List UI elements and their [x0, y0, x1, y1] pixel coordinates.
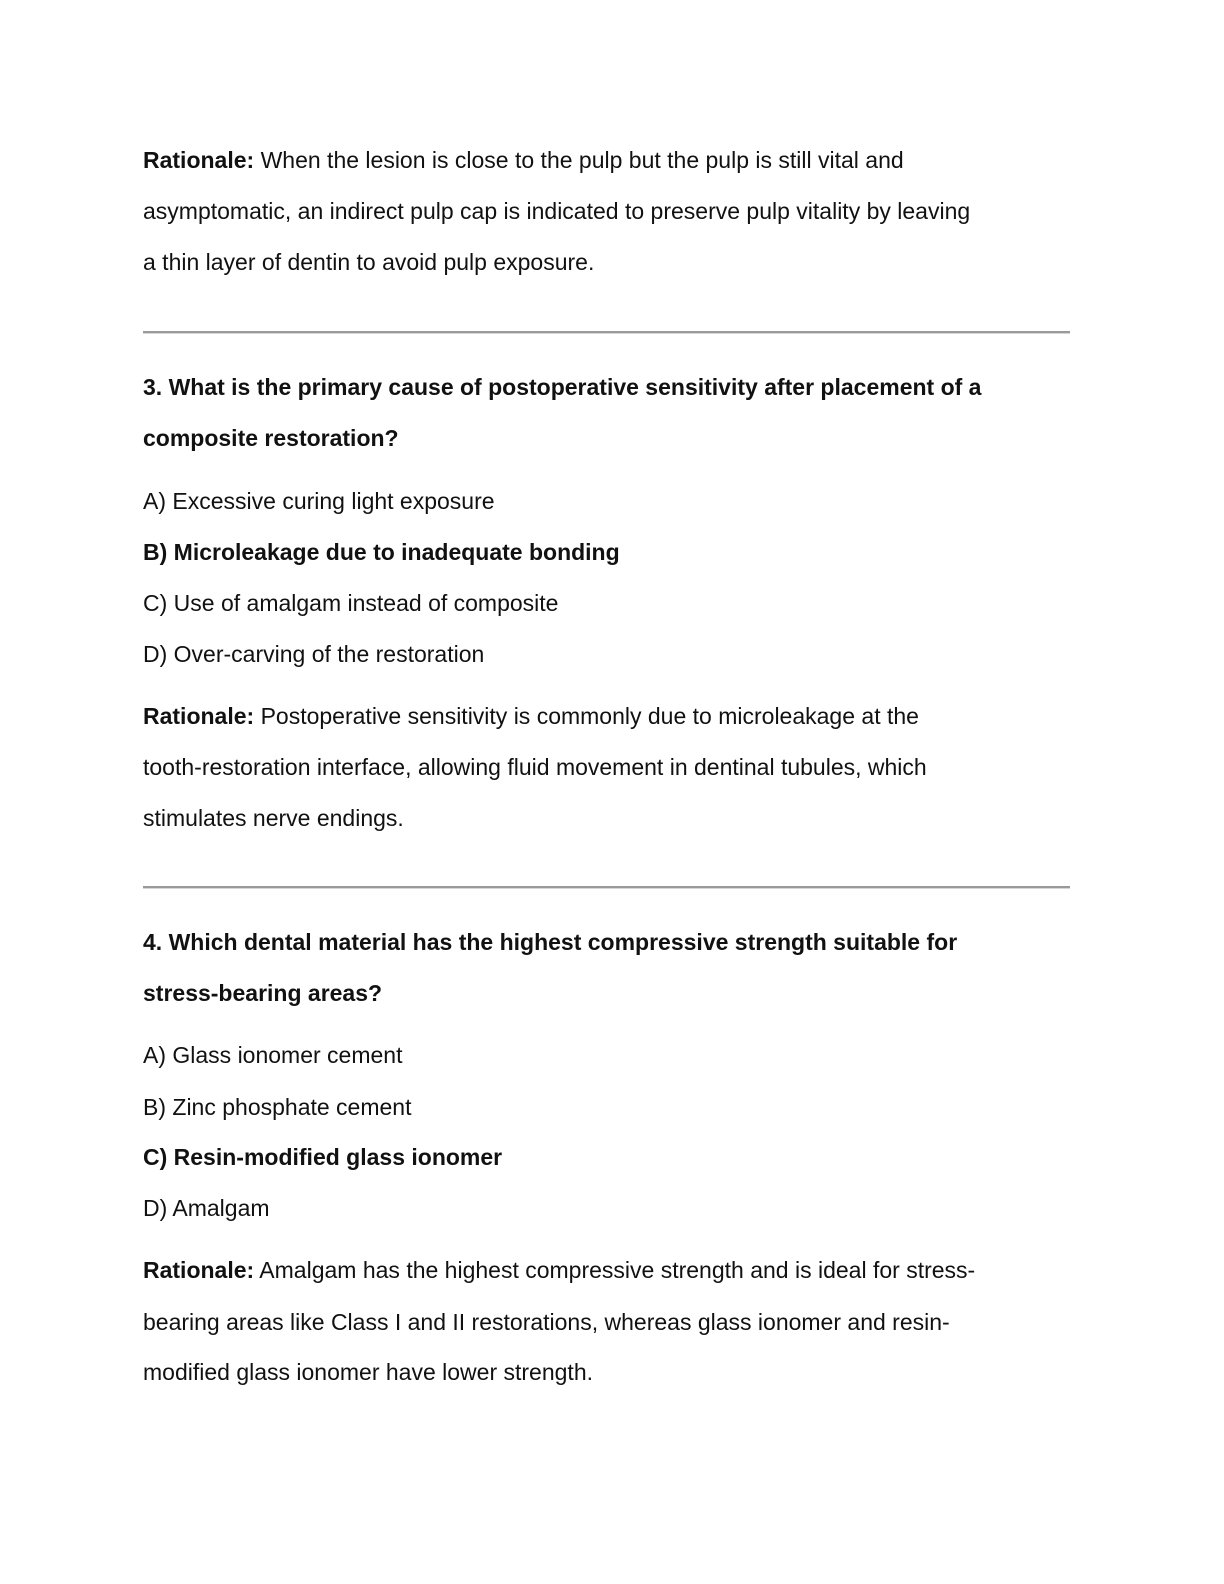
q3-option-b-correct: B) Microleakage due to inadequate bonding: [143, 539, 620, 565]
q3-option-d: D) Over-carving of the restoration: [143, 641, 485, 667]
rationale-label: Rationale:: [143, 1257, 255, 1283]
rationale-label: Rationale:: [143, 147, 255, 173]
rationale-text: Postoperative sensitivity is commonly due to microleakage at the: [254, 703, 919, 729]
q4-rationale-text: bearing areas like Class I and II restorations, whereas glass ionomer and resin-: [143, 1309, 950, 1335]
q4-option-c-correct: C) Resin-modified glass ionomer: [143, 1144, 503, 1170]
q4-rationale-text: modified glass ionomer have lower strength.: [143, 1359, 594, 1385]
q3-rationale-text: tooth-restoration interface, allowing fluid movement in dentinal tubules, which: [143, 754, 927, 780]
question-4-title: stress-bearing areas?: [143, 980, 383, 1006]
q3-option-a: A) Excessive curing light exposure: [143, 488, 495, 514]
q4-rationale-line: [143, 1255, 975, 1285]
q3-option-c: C) Use of amalgam instead of composite: [143, 590, 559, 616]
section-divider: [143, 331, 1070, 334]
section-divider: [143, 886, 1070, 889]
rationale-line: [143, 145, 904, 175]
question-3-title: 3. What is the primary cause of postoperative sensitivity after placement of a: [143, 374, 982, 400]
q3-rationale-text: stimulates nerve endings.: [143, 805, 404, 831]
q4-option-d: D) Amalgam: [143, 1195, 270, 1221]
rationale-text: When the lesion is close to the pulp but the pulp is still vital and: [254, 147, 904, 173]
rationale-text: Amalgam has the highest compressive strength and is ideal for stress-: [254, 1257, 976, 1283]
rationale-text: asymptomatic, an indirect pulp cap is indicated to preserve pulp vitality by leaving: [143, 198, 971, 224]
rationale-label: Rationale:: [143, 703, 255, 729]
q3-rationale-line: [143, 701, 919, 731]
q4-option-a: A) Glass ionomer cement: [143, 1042, 403, 1068]
rationale-text: a thin layer of dentin to avoid pulp exposure.: [143, 249, 595, 275]
q4-option-b: B) Zinc phosphate cement: [143, 1094, 412, 1120]
question-3-title: composite restoration?: [143, 425, 399, 451]
question-4-title: 4. Which dental material has the highest compressive strength suitable for: [143, 929, 958, 955]
